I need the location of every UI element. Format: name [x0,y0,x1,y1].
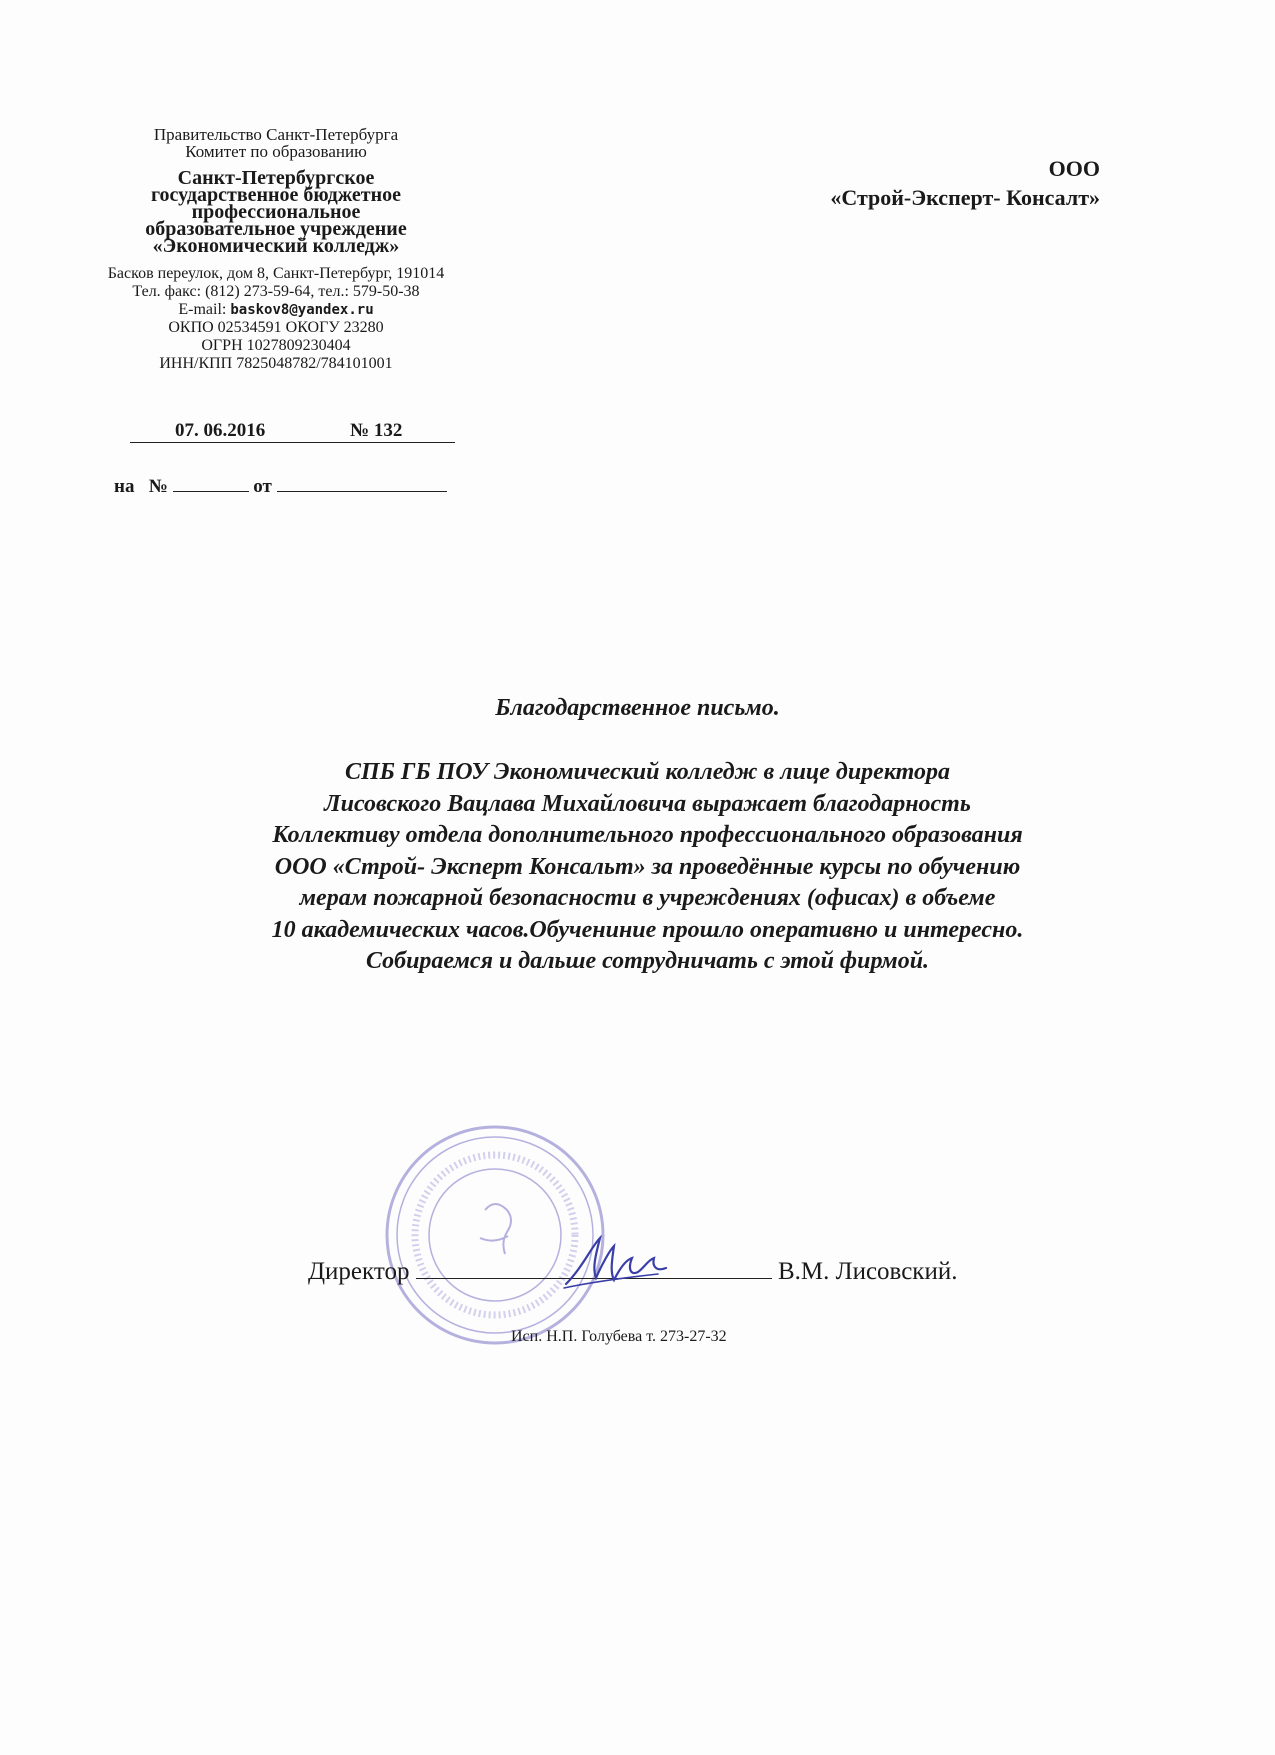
reply-prefix: на [114,476,135,497]
email-label: E-mail: [178,301,231,318]
executor-note: Исп. Н.П. Голубева т. 273-27-32 [511,1328,727,1345]
body-line: Коллективу отдела дополнительного профессионального образования [272,822,1023,848]
org-line: Санкт-Петербургское [177,167,375,189]
reply-reference [114,473,447,498]
reply-date-blank [277,473,447,492]
org-line: образовательное учреждение [145,218,407,240]
addressee-line: «Строй-Эксперт- Консалт» [830,185,1100,210]
org-contacts [60,265,492,373]
body-line: 10 академических часов.Обучениние прошло оперативно и интересно. [271,916,1024,943]
org-address: Басков переулок, дом 8, Санкт-Петербург, 191014 [107,265,445,282]
org-phones: Тел. факс: (812) 273-59-64, тел.: 579-50-38 [132,283,420,300]
org-inn-kpp: ИНН/КПП 7825048782/784101001 [159,355,393,372]
org-ogrn: ОГРН 1027809230404 [201,337,351,354]
body-line: Лисовского Вацлава Михайловича выражает благодарность [324,790,971,817]
org-email-line [60,301,492,319]
reply-number-blank [173,473,249,492]
org-line: профессиональное [191,201,361,223]
reply-from-label: от [253,476,272,497]
handwritten-signature [562,1228,672,1298]
org-line: государственное бюджетное [150,184,402,206]
letter-body [120,757,1175,978]
government-name: Правительство Санкт-Петербурга [153,125,399,144]
body-line: Собираемся и дальше сотрудничать с этой фирмой. [365,948,930,974]
body-line: СПБ ГБ ПОУ Экономический колледж в лице директора [344,759,951,785]
email-address: baskov8@yandex.ru [230,302,374,318]
addressee-line: ООО [1048,156,1100,181]
committee-name: Комитет по образованию [185,142,367,161]
letterhead [60,126,492,373]
body-line: ООО «Строй- Эксперт Консальт» за проведённые курсы по обучению [274,853,1021,880]
letter-title: Благодарственное письмо. [495,695,780,721]
body-line: мерам пожарной безопасности в учреждениях (офисах) в объеме [299,885,996,911]
outgoing-reference [130,420,455,443]
addressee [830,154,1100,212]
org-okpo-okogu: ОКПО 02534591 ОКОГУ 23280 [168,319,384,336]
organization-name [60,167,492,257]
signatory-name: В.М. Лисовский. [777,1258,958,1285]
reply-number-label: № [148,476,168,497]
org-line: «Экономический колледж» [152,235,400,257]
signatory-position: Директор [308,1258,410,1285]
outgoing-date: 07. 06.2016 [130,420,290,443]
outgoing-number: № 132 [290,420,455,443]
